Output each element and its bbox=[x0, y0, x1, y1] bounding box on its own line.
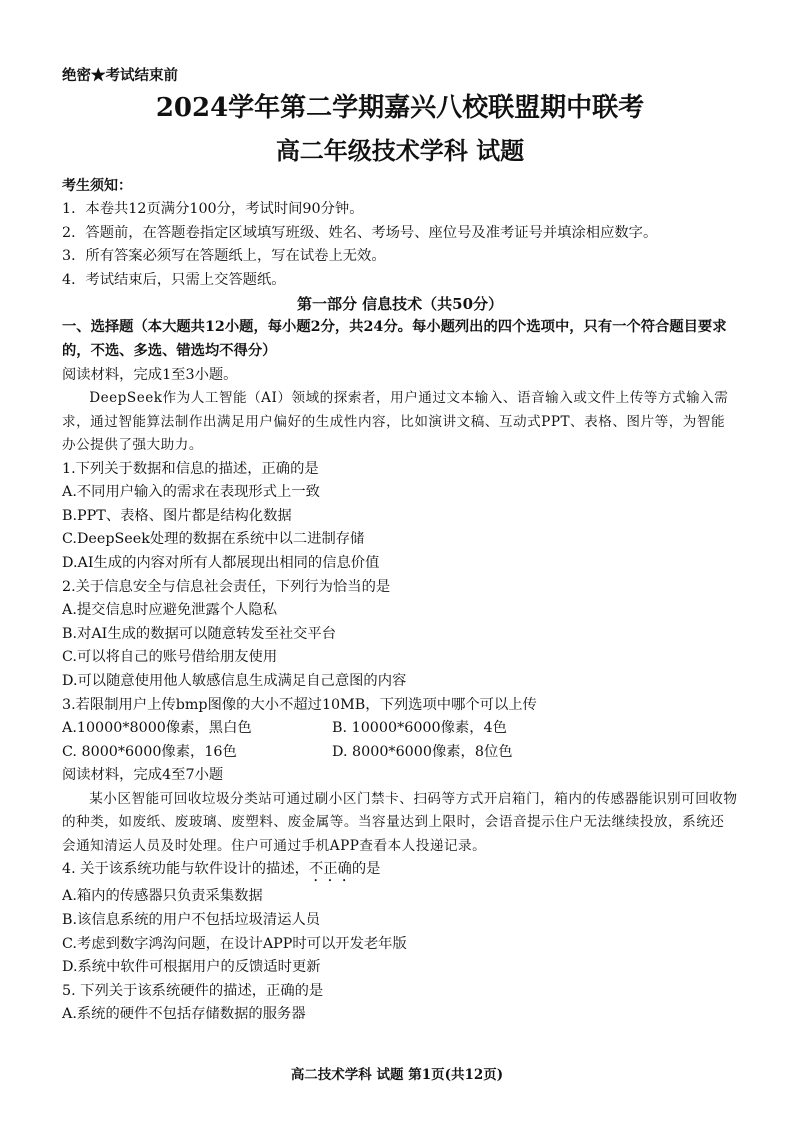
option-a: A.10000*8000像素，黑白色 bbox=[62, 720, 252, 737]
question-3 bbox=[62, 694, 738, 765]
notice-item: 3．所有答案必须写在答题纸上，写在试卷上无效。 bbox=[62, 248, 386, 265]
option-d: D.可以随意使用他人敏感信息生成满足自己意图的内容 bbox=[62, 673, 407, 689]
question-1 bbox=[62, 458, 738, 576]
question-stem: 3.若限制用户上传bmp图像的大小不超过10MB，下列选项中哪个可以上传 bbox=[62, 696, 537, 713]
option-c: C. 8000*6000像素，16色 bbox=[62, 743, 237, 760]
option-d: D.系统中软件可根据用户的反馈适时更新 bbox=[62, 959, 321, 976]
part-heading: 第一部分 信息技术（共50分） bbox=[296, 295, 504, 314]
question-stem: 5. 下列关于该系统硬件的描述，正确的是 bbox=[62, 982, 324, 999]
notice-item: 4．考试结束后，只需上交答题纸。 bbox=[62, 271, 286, 288]
notice-heading: 考生须知： bbox=[62, 178, 132, 194]
page-footer: 高二技术学科 试题 第1页(共12页) bbox=[290, 1067, 504, 1083]
option-c: C.DeepSeek处理的数据在系统中以二进制存储 bbox=[62, 531, 365, 548]
question-stem: 2.关于信息安全与信息社会责任，下列行为恰当的是 bbox=[62, 578, 391, 595]
option-a: A.提交信息时应避免泄露个人隐私 bbox=[62, 602, 278, 619]
question-stem bbox=[62, 858, 738, 885]
option-row bbox=[62, 741, 738, 765]
notice-item: 2．答题前，在答题卷指定区域填写班级、姓名、考场号、座位号及准考证号并填涂相应数字。 bbox=[62, 224, 658, 241]
secret-label: 绝密★考试结束前 bbox=[62, 67, 178, 84]
option-row bbox=[62, 717, 738, 741]
option-a: A.系统的硬件不包括存储数据的服务器 bbox=[62, 1006, 306, 1023]
option-a: A.箱内的传感器只负责采集数据 bbox=[62, 888, 263, 905]
question-5 bbox=[62, 980, 738, 1027]
option-a: A.不同用户输入的需求在表现形式上一致 bbox=[62, 484, 320, 501]
option-c: C.考虑到数字鸿沟问题，在设计APP时可以开发老年版 bbox=[62, 935, 407, 952]
reading-material: 某小区智能可回收垃圾分类站可通过刷小区门禁卡、扫码等方式开启箱门，箱内的传感器能识别可回收物的种类，如废纸、废玻璃、废塑料、废金属等。当容量达到上限时，会语音提示住户无法继续投放，系统还会通知清运人员及时处理。住户可通过手机APP查看本人投递记录。 bbox=[62, 790, 738, 854]
option-b: B.该信息系统的用户不包括垃圾清运人员 bbox=[62, 912, 321, 929]
stem-text: 的是 bbox=[351, 861, 381, 878]
stem-text: 4. 关于该系统功能与软件设计的描述， bbox=[62, 861, 309, 878]
exam-title: 2024学年第二学期嘉兴八校联盟期中联考 bbox=[155, 93, 645, 123]
question-2 bbox=[62, 576, 738, 694]
reading-instruction: 阅读材料，完成1至3小题。 bbox=[62, 366, 238, 383]
option-d: D.AI生成的内容对所有人都展现出相同的信息价值 bbox=[62, 555, 380, 572]
exam-subtitle: 高二年级技术学科 试题 bbox=[275, 136, 525, 165]
notice-item: 1．本卷共12页满分100分，考试时间90分钟。 bbox=[62, 201, 364, 217]
section-heading: 一、选择题（本大题共12小题，每小题2分，共24分。每小题列出的四个选项中，只有一个符合题目要求的，不选、多选、错选均不得分） bbox=[62, 319, 727, 359]
option-d: D. 8000*6000像素，8位色 bbox=[332, 743, 513, 760]
option-b: B.对AI生成的数据可以随意转发至社交平台 bbox=[62, 625, 337, 642]
emphasized-word: 不正确 bbox=[308, 861, 352, 878]
notice-block bbox=[62, 174, 738, 292]
reading-instruction: 阅读材料，完成4至7小题 bbox=[62, 767, 224, 784]
reading-material: DeepSeek作为人工智能（AI）领域的探索者，用户通过文本输入、语音输入或文件上传等方式输入需求，通过智能算法制作出满足用户偏好的生成性内容，比如演讲文稿、互动式PPT、表格、图片等，为智能办公提供了强大助力。 bbox=[62, 390, 729, 454]
option-c: C.可以将自己的账号借给朋友使用 bbox=[62, 649, 278, 666]
option-b: B.PPT、表格、图片都是结构化数据 bbox=[62, 507, 292, 524]
question-4 bbox=[62, 858, 738, 979]
question-stem: 1.下列关于数据和信息的描述，正确的是 bbox=[62, 460, 319, 477]
option-b: B. 10000*6000像素，4色 bbox=[332, 720, 507, 737]
